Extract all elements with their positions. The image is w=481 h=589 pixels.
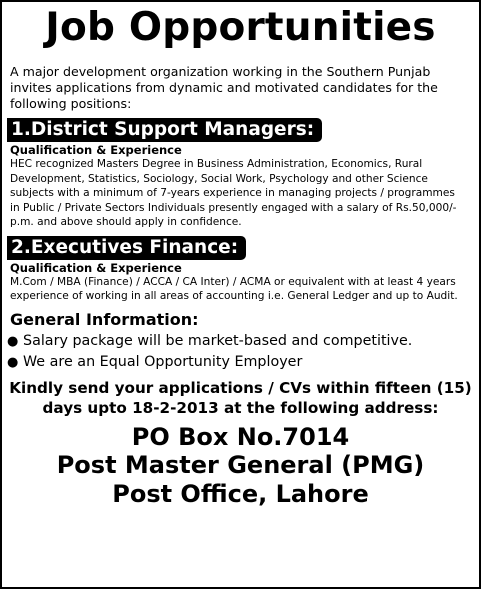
bullet-icon: ●	[7, 333, 19, 349]
intro-paragraph: A major development organization working in the Southern Punjab invites applications from dynamic and motivated candidates for the following positions:	[10, 64, 438, 111]
bullet-icon: ●	[7, 354, 19, 370]
address-recipient: Post Master General (PMG)	[56, 451, 425, 479]
address-city: Post Office, Lahore	[112, 479, 369, 508]
list-item	[7, 331, 479, 352]
position-description-1: HEC recognized Masters Degree in Business Administration, Economics, Rural Development, Statistics, Sociology, Social Work, Psychology and other Science subjects with a minimum of 7-years experience in managing projects / programmes in Public / Private Sectors Individuals presently engaged with a salary of Rs.50,000/- p.m. and above should apply in confidence.	[10, 158, 457, 228]
list-item-text: We are an Equal Opportunity Employer	[23, 353, 303, 370]
general-information-list	[7, 331, 479, 373]
qualification-heading-1: Qualification & Experience	[10, 143, 182, 157]
page-title: Job Opportunities	[45, 5, 436, 50]
list-item	[7, 352, 479, 373]
address-po-box: PO Box No.7014	[131, 422, 350, 451]
position-heading-1: 1.District Support Managers:	[7, 118, 322, 142]
list-item-text: Salary package will be market-based and competitive.	[23, 332, 413, 349]
position-description-2: M.Com / MBA (Finance) / ACCA / CA Inter) / ACMA or equivalent with at least 4 years experience of working in all areas of accounting i.e. General Ledger and up to Audit.	[10, 275, 458, 302]
qualification-heading-2: Qualification & Experience	[10, 260, 182, 275]
application-instructions: Kindly send your applications / CVs within fifteen (15) days upto 18-2-2013 at the following address:	[9, 378, 472, 417]
general-information-heading: General Information:	[10, 309, 199, 329]
position-heading-2: 2.Executives Finance:	[7, 236, 246, 260]
